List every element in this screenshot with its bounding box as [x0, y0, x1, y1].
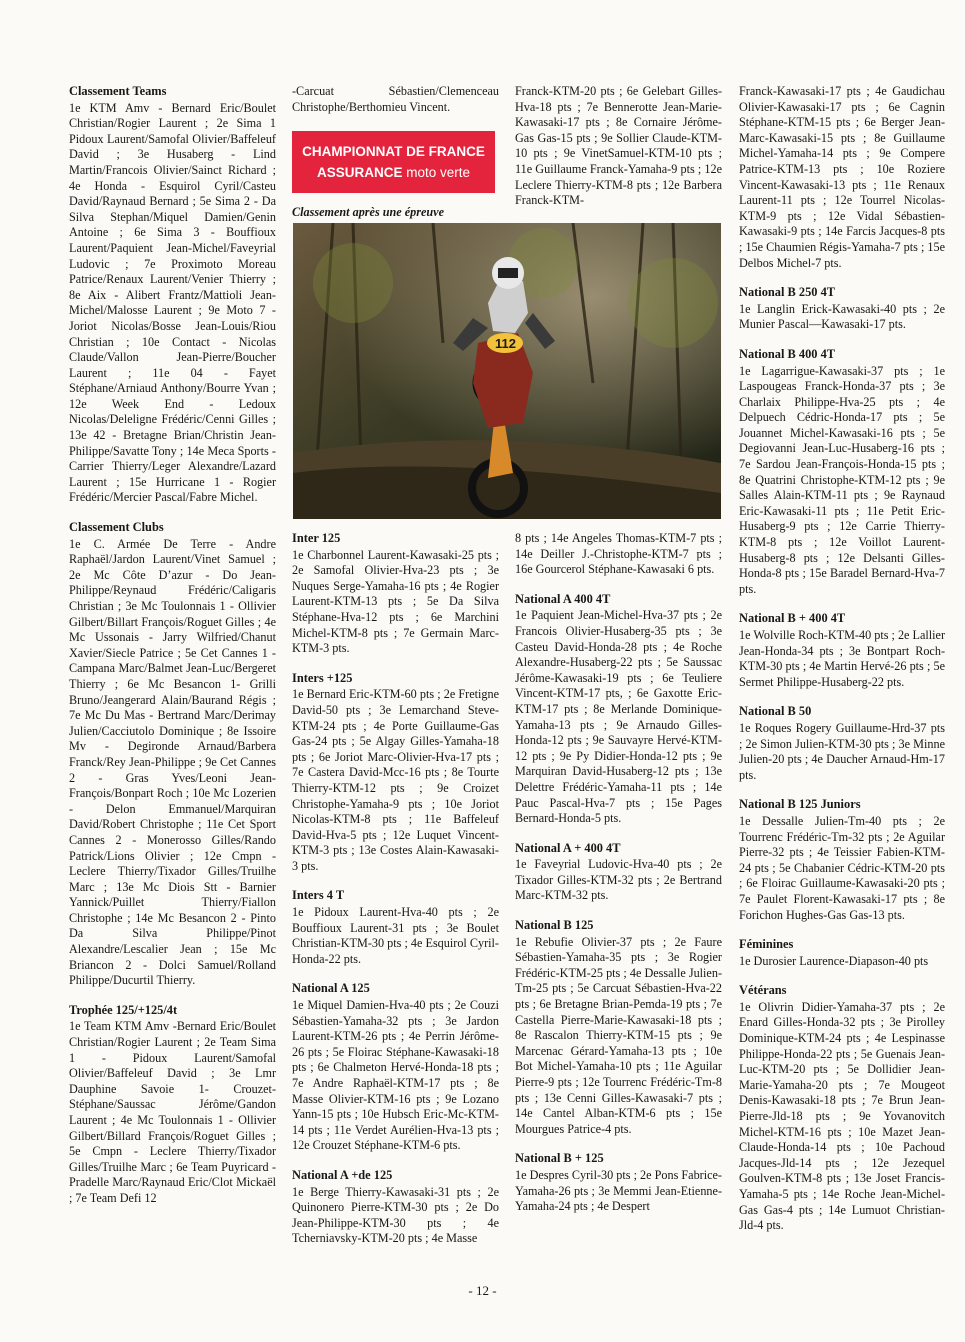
continued-text: 8 pts ; 14e Angeles Thomas-KTM-7 pts ; 14e Deiller J.-Christophe-KTM-7 pts ; 16e Gourcerol Stéphane-Kawasaki 6 pts.: [515, 531, 722, 577]
section-title: National A 125: [292, 981, 370, 996]
section-title: National B + 125: [515, 1151, 604, 1166]
section-text: 1e Despres Cyril-30 pts ; 2e Pons Fabrice-Yamaha-26 pts ; 3e Memmi Jean-Etienne-Yamaha-24 pts ; 4e Despert: [515, 1167, 722, 1214]
section-title: National B 125: [515, 918, 594, 933]
section-text: 1e Pidoux Laurent-Hva-40 pts ; 2e Bouffioux Laurent-31 pts ; 3e Boulet Christian-KTM-30 pts ; 4e Esquirol Cyril-Honda-22 pts.: [292, 905, 499, 966]
section-title: Classement Clubs: [69, 520, 164, 535]
section-text: 1e Berge Thierry-Kawasaki-31 pts ; 2e Quinonero Pierre-KTM-30 pts ; 2e Do Jean-Philippe-KTM-30 pts ; 4e Tcherniavsky-KTM-20 pts ; 4e Masse: [292, 1184, 499, 1246]
section-title: National B 400 4T: [739, 346, 836, 361]
section-title: National B + 400 4T: [739, 611, 846, 626]
section-title: Vétérans: [739, 983, 787, 998]
section-inter-125: [292, 531, 499, 657]
section-classement-clubs: [69, 520, 276, 989]
section-national-b-400-4t: [739, 347, 945, 598]
section-title: National A + 400 4T: [515, 840, 621, 855]
section-title: National A +de 125: [292, 1167, 393, 1182]
section-title: Trophée 125/+125/4t: [69, 1002, 178, 1017]
section-text: 1e Charbonnel Laurent-Kawasaki-25 pts ; 2e Samofal Olivier-Hva-23 pts ; 3e Nuques Serge-Yamaha-16 pts ; 4e Rogier Laurent-KTM-13 pts ; 5e Da Silva Stéphane-Hva-12 pts ; 6e Marchini Michel-KTM-8 pts ; 7e Germain Marc-KTM-3 pts.: [292, 547, 499, 656]
section-text: 1e KTM Amv - Bernard Eric/Boulet Christian/Rogier Laurent ; 2e Sima 1 Pidoux Laurent/Samofal Olivier/Baffeleuf David ; 3e Husaberg - Lind Martin/Francois Olivier/Sainct Richard ; 4e Honda - Esquirol Cyril/Casteu David/Raynaud Bernard ; 5e Sima 2 - Da Silva Stephan/Miquel Damien/Genin Antoine ; 6e Sima 3 - Bouffioux Laurent/Paquient Jean-Michel/Faveyrial Ludovic ; 7e Proximoto Moreau Patrice/Renaux Laurent/Venier Thierry ; 8e Aix - Alibert Frantz/Mattioli Jean-Michel/Malosse Laurent ; 9e Moto 7 - Joriot Nicolas/Bosse Jean-Louis/Riou Christian ; 10e Contact - Nicolas Claude/Vallon Jean-Pierre/Boucher Laurent ; 11e 04 - Fayet Stéphane/Arniaud Anthony/Bourre Yvan ; 12e Week End - Ledoux Nicolas/Deleligne Frédéric/Cenni Gilles ; 13e 42 - Bretagne Brian/Christin Jean-Philippe/Savatte Tony ; 14e Meca Sports - Carrier Thierry/Leger Alexandre/Lazard Laurent ; 15e Hurricane 1 - Rogier Frédéric/Mercier Pascal/Fabre Michel.: [69, 100, 276, 505]
section-text: 1e Roques Rogery Guillaume-Hrd-37 pts ; 2e Simon Julien-KTM-30 pts ; 3e Minne Julien-20 pts ; 4e Daucher Arnaud-Hm-17 pts.: [739, 720, 945, 782]
banner-bold: ASSURANCE: [316, 165, 403, 181]
motocross-photo: [293, 223, 721, 519]
section-inters-plus-125: [292, 671, 499, 875]
section-national-b-250-4t: [739, 285, 945, 333]
section-text: 1e Bernard Eric-KTM-60 pts ; 2e Fretigne David-50 pts ; 3e Lemarchand Steve-KTM-24 pts ; 4e Porte Guillaume-Gas Gas-24 pts ; 5e Algay Gilles-Yamaha-18 pts ; 6e Joriot Marc-Olivier-Hva-17 pts ; 7e Castera David-Mcc-16 pts ; 8e Tourte Thierry-KTM-12 pts ; 9e Croizet Christophe-Yamaha-9 pts ; 10e Joriot Nicolas-KTM-8 pts ; 11e Baffeleuf David-Hva-5 pts ; 12e Luquet Vincent-KTM-3 pts ; 13e Costes Alain-Kawasaki-3 pts.: [292, 687, 499, 873]
section-title: Inter 125: [292, 531, 341, 545]
section-feminines: [739, 937, 945, 969]
banner-line-1: CHAMPIONNAT DE FRANCE: [302, 144, 485, 160]
section-national-b-125: [515, 918, 722, 1137]
section-title: National B 250 4T: [739, 285, 836, 300]
section-text: 1e Wolville Roch-KTM-40 pts ; 2e Lallier Jean-Honda-34 pts ; 3e Bontpart Roch-KTM-30 pts ; 4e Martin Hervé-26 pts ; 5e Sermet Philippe-Husaberg-22 pts.: [739, 628, 945, 689]
section-national-b-50: [739, 704, 945, 783]
section-text: 1e C. Armée De Terre - Andre Raphaël/Jardon Laurent/Vinet Samuel ; 2e Mc Côte D’azur - Do Jean-Philippe/Reynaud Frédéric/Caligaris Christian ; 3e Mc Toulonnais 1 - Ollivier Gilbert/Billart François/Roguet Gilles ; 4e Mc Ussonais - Jarry Wilfried/Chanut Xavier/Siecle Patrice ; 5e Cet Cannes 1 - Campana Marc/Balmet Jean-Luc/Bergeret Thierry ; 6e Mc Besancon 1- Grilli Bruno/Jeangerard Alain/Baurand Régis ; 7e Mc Du Mas - Bertrand Marc/Derimay Julien/Cacciutolo Dominique ; 8e Issoire Mv - Degironde Arnaud/Barbera Franck/Rey Jean-Philippe ; 9e Cet Cannes 2 - Gras Yves/Leoni Jean-François/Bonpart Roch ; 10e Mc Lozerien - Delon Emmanuel/Marquiran David/Robert Christophe ; 11e Cet Sport Cannes 2 - Monerosso Gilles/Rando Patrick/Lions Olivier ; 12e Cmpn - Leclere Thierry/Tixador Gilles/Truilhe Marc ; 13e Mc Diois Stt - Barnier Yannick/Puillet Thierry/Fiallon Christophe ; 14e Mc Besancon 2 - Pinto Da Silva Philippe/Pinot Alexandre/Lescalier Jean ; 15e Mc Briancon 2 - Dolci Samuel/Rolland Philippe/Ducurtil Thierry.: [69, 536, 276, 988]
section-title: Féminines: [739, 937, 794, 952]
section-classement-teams: [69, 84, 276, 506]
section-veterans: [739, 983, 945, 1234]
section-text: 1e Langlin Erick-Kawasaki-40 pts ; 2e Munier Pascal—Kawasaki-17 pts.: [739, 301, 945, 332]
section-trophee: [69, 1003, 276, 1207]
section-national-b-plus-400-4t: [739, 611, 945, 690]
column-2-top: [292, 84, 499, 231]
section-national-a-plus-400-4t: [515, 841, 722, 904]
column-3-bottom: [515, 531, 722, 1229]
column-3-top: [515, 84, 722, 209]
banner-line-2: [317, 162, 470, 183]
section-title: National A 400 4T: [515, 591, 611, 606]
section-title: National B 125 Juniors: [739, 797, 861, 812]
section-text: 1e Paquient Jean-Michel-Hva-37 pts ; 2e Francois Olivier-Husaberg-35 pts ; 3e Casteu David-Honda-28 pts ; 4e Roche Alexandre-Husaberg-22 pts ; 5e Saussac Jérôme-Kawasaki-19 pts ; 6e Teuliere Vincent-KTM-17 pts, ; 6e Gaxotte Eric-KTM-17 pts ; 8e Merlande Dominique-Yamaha-13 pts ; 9e Arnaudo Gilles-Honda-12 pts ; 9e Sauvayre Hervé-KTM-12 pts ; 9e Py Didier-Honda-12 pts ; 9e Marquiran David-Husaberg-12 pts ; 13e Delettre Frédéric-Yamaha-11 pts ; 14e Pauc Pascal-Hva-7 pts ; 15e Pages Bernard-Honda-5 pts.: [515, 608, 722, 826]
column-4: [739, 84, 945, 1248]
page-number: - 12 -: [468, 1283, 497, 1298]
section-national-b-plus-125: [515, 1151, 722, 1214]
section-national-a-125: [292, 981, 499, 1154]
section-text: 1e Team KTM Amv -Bernard Eric/Boulet Christian/Rogier Laurent ; 2e Team Sima 1 - Pidoux Laurent/Samofal Olivier/Baffeleuf David ; 3e Lmr Dauphine Savoie 1- Crouzet-Stéphane/Saussac Jérôme/Gandon Laurent ; 4e Mc Toulonnais 1 - Ollivier Gilbert/Billard François/Roguet Gilles ; 5e Cmpn - Leclere Thierry/Tixador Gilles/Truilhe Marc ; 6e Team Puyricard - Pradelle Marc/Raynaud Eric/Clot Mickaël ; 7e Team Defi 12: [69, 1019, 276, 1205]
section-title: Inters 4 T: [292, 888, 345, 903]
banner-light: moto verte: [406, 165, 471, 181]
continued-text: -Carcuat Sébastien/Clemenceau Christophe/Berthomieu Vincent.: [292, 84, 499, 114]
section-text: 1e Olivrin Didier-Yamaha-37 pts ; 2e Enard Gilles-Honda-32 pts ; 3e Pirolley Dominique-KTM-24 pts ; 4e Lespinasse Philippe-Honda-22 pts ; 5e Guenais Jean-Luc-KTM-20 pts ; 5e Dollidier Jean-Marie-Yamaha-20 pts ; 7e Mougeot Denis-Kawasaki-18 pts ; 7e Brun Jean-Pierre-Jld-18 pts ; 9e Yovanovitch Michel-KTM-16 pts ; 10e Mazet Jean-Claude-Honda-14 pts ; 10e Pachoud Jacques-Jld-14 pts ; 12e Jezequel Goulven-KTM-8 pts ; 13e Joset Francis-Yamaha-5 pts ; 14e Roche Jean-Michel-Gas Gas-4 pts ; 14e Lumuot Christian-Jld-4 pts.: [739, 999, 945, 1233]
section-text: 1e Durosier Laurence-Diapason-40 pts: [739, 953, 929, 968]
section-national-a-400-4t: [515, 592, 722, 827]
section-title: Classement Teams: [69, 84, 167, 98]
continued-text: Franck-KTM-20 pts ; 6e Gelebart Gilles-Hva-18 pts ; 7e Bennerotte Jean-Marie-Kawasaki-17 pts ; 8e Cornaire Jérôme-Gas Gas-15 pts ; 9e Sollier Claude-KTM-10 pts ; 9e VinetSamuel-KTM-10 pts ; 11e Guillaume Franck-Yamaha-9 pts ; 12e Leclere Thierry-KTM-8 pts ; 12e Barbera Franck-KTM-: [515, 84, 722, 208]
section-inters-4t: [292, 888, 499, 967]
section-text: 1e Lagarrigue-Kawasaki-37 pts ; 1e Laspougeas Franck-Honda-37 pts ; 3e Charlaix Philippe-Hva-25 pts ; 4e Delpuech Cédric-Honda-17 pts ; 5e Jouannet Michel-Kawasaki-16 pts ; 5e Degiovanni Jean-Luc-Husaberg-16 pts ; 7e Sardou Jean-François-Honda-15 pts ; 8e Quatrini Christophe-KTM-12 pts ; 9e Salles Alain-KTM-11 pts ; 9e Raynaud Eric-Kawasaki-11 pts ; 11e Petit Eric-Husaberg-9 pts ; 12e Carrie Thierry-KTM-8 pts ; 12e Voillot Laurent-Husaberg-8 pts ; 12e Delsanti Gilles-Honda-8 pts ; 15e Baradel Bernard-Hva-7 pts.: [739, 363, 945, 596]
column-1: [69, 84, 276, 1221]
number-plate: 112: [495, 336, 516, 351]
championship-banner: [292, 131, 495, 193]
section-text: 1e Faveyrial Ludovic-Hva-40 pts ; 2e Tixador Gilles-KTM-32 pts ; 2e Bertrand Marc-KTM-32 pts.: [515, 857, 722, 903]
section-national-a-plus-125: [292, 1168, 499, 1247]
section-text: 1e Dessalle Julien-Tm-40 pts ; 2e Tourrenc Frédéric-Tm-32 pts ; 2e Aguilar Pierre-32 pts ; 4e Teissier Fabien-KTM-24 pts ; 5e Chabanier Cédric-KTM-20 pts ; 6e Floirac Guillaume-Kawasaki-20 pts ; 7e Paulet Florent-Kawasaki-17 pts ; 8e Forichon Hughes-Gas Gas-13 pts.: [739, 813, 945, 922]
classement-caption: Classement après une épreuve: [292, 205, 444, 220]
section-national-b-125-juniors: [739, 797, 945, 923]
continued-text: Franck-Kawasaki-17 pts ; 4e Gaudichau Olivier-Kawasaki-17 pts ; 6e Cagnin Stéphane-KTM-15 pts ; 6e Berger Jean-Marc-Kawasaki-15 pts ; 8e Guillaume Michel-Yamaha-14 pts ; 9e Compere Patrice-KTM-13 pts ; 10e Roziere Vincent-Kawasaki-13 pts ; 11e Renaux Laurent-11 pts ; 12e Tourrel Nicolas-KTM-9 pts ; 12e Vidal Sébastien-Kawasaki-9 pts ; 14e Farcis Jacques-8 pts ; 15e Chaumien Régis-Yamaha-7 pts ; 15e Delbos Michel-7 pts.: [739, 84, 945, 270]
section-title: Inters +125: [292, 670, 353, 685]
section-text: 1e Rebufie Olivier-37 pts ; 2e Faure Sébastien-Yamaha-35 pts ; 3e Rogier Frédéric-KTM-25 pts ; 4e Dessalle Julien-Tm-25 pts ; 5e Carcuat Sébastien-Hva-22 pts ; 6e Bretagne Brian-Pemda-19 pts ; 7e Castella Pierre-Marie-Kawasaki-18 pts ; 8e Rascalon Thierry-KTM-15 pts ; 9e Marcenac Gérard-Yamaha-13 pts ; 10e Bot Michel-Yamaha-10 pts ; 11e Aguilar Pierre-9 pts ; 12e Tourrenc Frédéric-Tm-8 pts ; 13e Cenni Gilles-Kawasaki-7 pts ; 14e Cantel Alban-KTM-6 pts ; 15e Mourgues Patrice-4 pts.: [515, 934, 722, 1136]
column-2-bottom: [292, 531, 499, 1261]
section-text: 1e Miquel Damien-Hva-40 pts ; 2e Couzi Sébastien-Yamaha-32 pts ; 3e Jardon Laurent-KTM-26 pts ; 4e Perrin Jérôme-26 pts ; 5e Floirac Stéphane-Kawasaki-18 pts ; 6e Chalmeton Hervé-Honda-18 pts ; 7e Andre Raphaël-KTM-17 pts ; 8e Masse Olivier-KTM-16 pts ; 9e Lozano Yann-15 pts ; 10e Hubsch Eric-Mc-KTM-14 pts ; 11e Verdet Aurélien-Hva-13 pts ; 12e Crouzet Stéphane-KTM-6 pts.: [292, 998, 499, 1153]
section-title: National B 50: [739, 704, 812, 719]
